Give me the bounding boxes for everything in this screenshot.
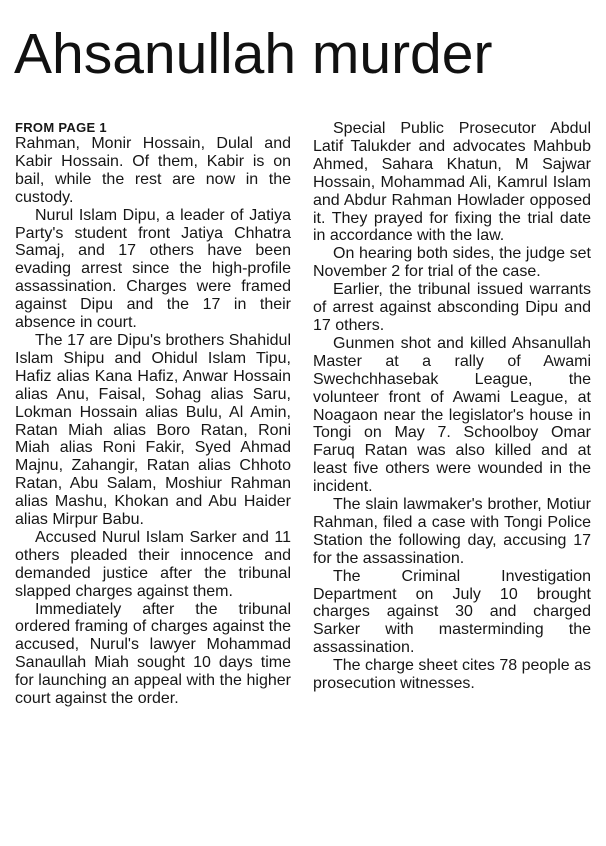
paragraph: The charge sheet cites 78 people as prosecution witnesses. bbox=[313, 657, 591, 693]
paragraph: The Criminal Investigation Department on July 10 brought charges against 30 and charged Sarker with masterminding the assassination. bbox=[313, 567, 591, 657]
paragraph: The slain lawmaker's brother, Motiur Rahman, filed a case with Tongi Police Station the following day, accusing 17 for the assassination. bbox=[313, 496, 591, 567]
jump-label: FROM PAGE 1 bbox=[15, 120, 107, 135]
paragraph: Immediately after the tribunal ordered framing of charges against the accused, Nurul's lawyer Mohammad Sanaullah Miah sought 10 days time for launching an appeal with the higher court against the order. bbox=[15, 600, 291, 708]
paragraph: Special Public Prosecutor Abdul Latif Talukder and advocates Mahbub Ahmed, Sahara Khatun, M Sajwar Hossain, Mohammad Ali, Kamrul Islam and Abdur Rahman Howlader opposed it. They prayed for fixing the trial date in accordance with the law. bbox=[313, 120, 591, 245]
paragraph: Nurul Islam Dipu, a leader of Jatiya Party's student front Jatiya Chhatra Samaj, and 17 others have been evading arrest since the high-profile assassination. Charges were framed against Dipu and the 17 in their absence in court. bbox=[15, 206, 291, 332]
headline: Ahsanullah murder bbox=[14, 22, 493, 86]
paragraph: The 17 are Dipu's brothers Shahidul Islam Shipu and Ohidul Islam Tipu, Hafiz alias Kana Hafiz, Anwar Hossain alias Anu, Faisal, Sohag alias Saru, Lokman Hossain alias Bulu, Al Amin, Ratan Miah alias Boro Ratan, Roni Miah alias Roni Fakir, Syed Ahmad Majnu, Zahangir, Ratan alias Chhoto Ratan, Abu Salam, Moshiur Rahman alias Mashu, Khokan and Abu Haider alias Mirpur Babu. bbox=[15, 331, 291, 529]
paragraph: Rahman, Monir Hossain, Dulal and Kabir Hossain. Of them, Kabir is on bail, while the rest are now in the custody. bbox=[15, 135, 291, 206]
right-column bbox=[313, 120, 591, 693]
paragraph: Gunmen shot and killed Ahsanullah Master at a rally of Awami Swechchhasebak League, the volunteer front of Awami League, at Noagaon near the legislator's house in Tongi on May 7. Schoolboy Omar Faruq Ratan was also killed and at least five others were wounded in the incident. bbox=[313, 334, 591, 496]
paragraph: Accused Nurul Islam Sarker and 11 others pleaded their innocence and demanded justice after the tribunal slapped charges against them. bbox=[15, 528, 291, 600]
paragraph: Earlier, the tribunal issued warrants of arrest against absconding Dipu and 17 others. bbox=[313, 281, 591, 334]
left-column bbox=[15, 120, 291, 708]
paragraph: On hearing both sides, the judge set November 2 for trial of the case. bbox=[313, 245, 591, 281]
